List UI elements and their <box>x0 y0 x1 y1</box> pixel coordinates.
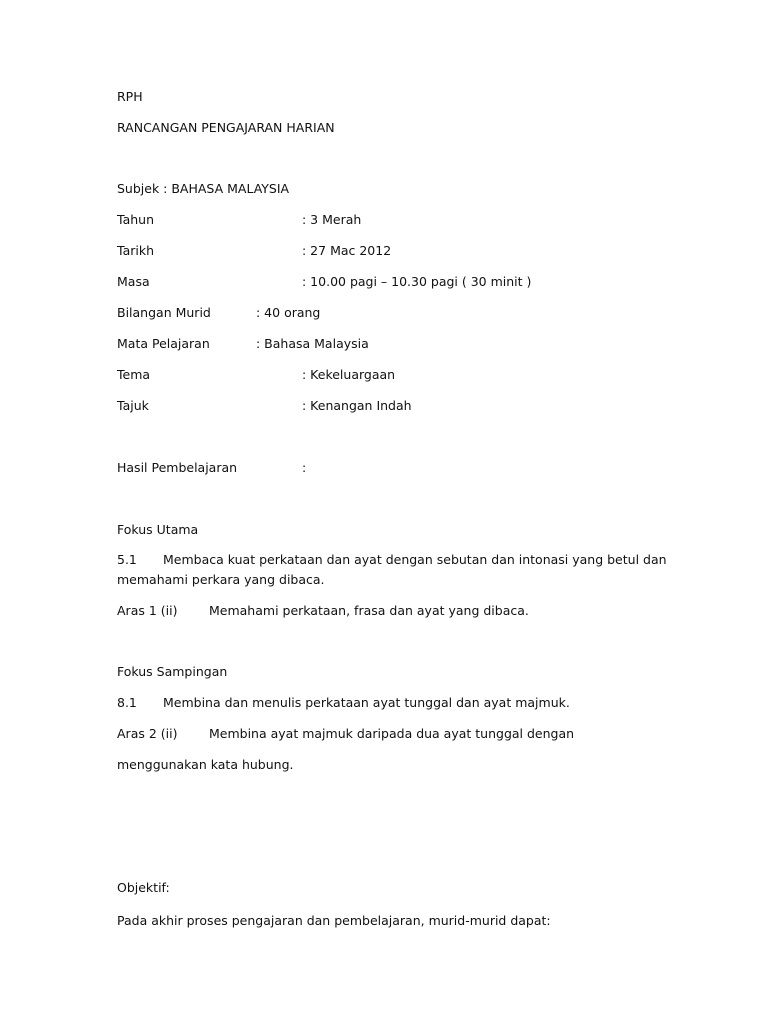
tema-value: : Kekeluargaan <box>302 367 396 382</box>
doc-title: RANCANGAN PENGAJARAN HARIAN <box>117 120 335 135</box>
tema-label: Tema <box>117 367 151 382</box>
tajuk-value: : Kenangan Indah <box>302 398 412 413</box>
objektif-text: Pada akhir proses pengajaran dan pembelajaran, murid-murid dapat: <box>117 913 551 928</box>
tahun-value: : 3 Merah <box>302 212 362 227</box>
bilangan-value: : 40 orang <box>256 305 321 320</box>
mata-value: : Bahasa Malaysia <box>256 336 369 351</box>
tarikh-label: Tarikh <box>117 243 154 258</box>
objektif-heading: Objektif: <box>117 880 170 895</box>
aras-2-text-cont: menggunakan kata hubung. <box>117 757 294 772</box>
aras-1-label: Aras 1 (ii) <box>117 603 178 618</box>
mata-label: Mata Pelajaran <box>117 336 210 351</box>
hasil-value: : <box>302 460 307 475</box>
fokus-utama-heading: Fokus Utama <box>117 522 199 537</box>
aras-1-text: Memahami perkataan, frasa dan ayat yang dibaca. <box>209 603 529 618</box>
fokus-utama-text-cont: memahami perkara yang dibaca. <box>117 572 325 587</box>
masa-value: : 10.00 pagi – 10.30 pagi ( 30 minit ) <box>302 274 532 289</box>
bilangan-label: Bilangan Murid <box>117 305 211 320</box>
aras-2-text: Membina ayat majmuk daripada dua ayat tunggal dengan <box>209 726 575 741</box>
tarikh-value: : 27 Mac 2012 <box>302 243 392 258</box>
tajuk-label: Tajuk <box>117 398 149 413</box>
fokus-sampingan-text: Membina dan menulis perkataan ayat tunggal dan ayat majmuk. <box>163 695 570 710</box>
fokus-utama-text: Membaca kuat perkataan dan ayat dengan sebutan dan intonasi yang betul dan <box>163 552 667 567</box>
fokus-sampingan-heading: Fokus Sampingan <box>117 664 228 679</box>
fokus-utama-number: 5.1 <box>117 552 137 567</box>
hasil-label: Hasil Pembelajaran <box>117 460 238 475</box>
aras-2-label: Aras 2 (ii) <box>117 726 178 741</box>
doc-code: RPH <box>117 89 143 104</box>
tahun-label: Tahun <box>117 212 154 227</box>
masa-label: Masa <box>117 274 150 289</box>
fokus-sampingan-number: 8.1 <box>117 695 137 710</box>
subjek-line: Subjek : BAHASA MALAYSIA <box>117 181 290 196</box>
